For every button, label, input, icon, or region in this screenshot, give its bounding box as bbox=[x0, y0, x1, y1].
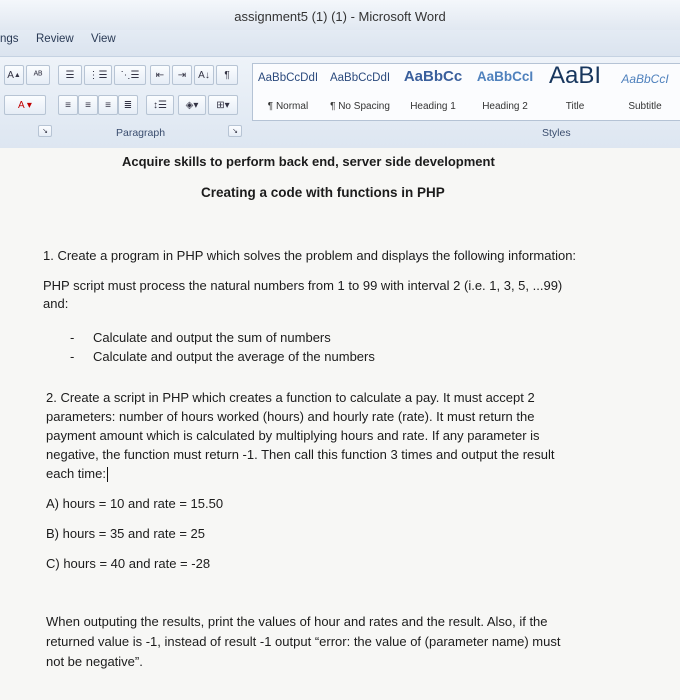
font-size-up-icon[interactable]: A ▲ bbox=[4, 65, 24, 85]
style-preview: AaBbCcDdI bbox=[329, 72, 391, 84]
style-subtitle[interactable] bbox=[609, 64, 680, 120]
q1-bullet-2: Calculate and output the average of the numbers bbox=[93, 349, 375, 364]
styles-gallery bbox=[252, 63, 680, 121]
q1-line-3: and: bbox=[43, 296, 69, 311]
style-preview: AaBbCcI bbox=[476, 69, 534, 84]
align-center-icon[interactable]: ≡ bbox=[78, 95, 98, 115]
q2-case-c: C) hours = 40 and rate = -28 bbox=[46, 556, 211, 571]
show-formatting-marks-button[interactable]: ¶ bbox=[216, 65, 238, 85]
dialog-launcher-icon[interactable]: ↘ bbox=[38, 125, 52, 137]
q1-line-1: 1. Create a program in PHP which solves the problem and displays the following information: bbox=[43, 248, 577, 263]
title-bar bbox=[0, 0, 680, 30]
style-name: Heading 1 bbox=[410, 101, 456, 112]
q2-line-4: negative, the function must return -1. Then call this function 3 times and output the result bbox=[46, 447, 555, 462]
style-heading-1[interactable] bbox=[397, 64, 469, 120]
style-preview: AaBI bbox=[548, 62, 602, 89]
style-name: ¶ Normal bbox=[267, 101, 309, 112]
tab-review[interactable]: Review bbox=[36, 33, 74, 45]
paragraph-launcher-icon[interactable]: ↘ bbox=[228, 125, 242, 137]
style-heading-2[interactable] bbox=[469, 64, 541, 120]
style-name: ¶ No Spacing bbox=[330, 101, 390, 112]
increase-indent-icon[interactable]: ⇥ bbox=[172, 65, 192, 85]
note-line-1: When outputing the results, print the values of hour and rates and the result. Also, if the bbox=[46, 614, 548, 629]
note-line-3: not be negative”. bbox=[46, 654, 143, 669]
q2-line-2: parameters: number of hours worked (hours) and hourly rate (rate). It must return the bbox=[46, 409, 535, 424]
document-subheading: Creating a code with functions in PHP bbox=[201, 185, 445, 200]
justify-icon[interactable]: ≣ bbox=[118, 95, 138, 115]
window-title: assignment5 (1) (1) - Microsoft Word bbox=[234, 9, 446, 24]
ribbon bbox=[0, 56, 680, 150]
style-preview: AaBbCcDdI bbox=[257, 72, 319, 84]
style-normal[interactable] bbox=[253, 64, 323, 120]
decrease-indent-icon[interactable]: ⇤ bbox=[150, 65, 170, 85]
tab-partial-left[interactable]: ngs bbox=[0, 33, 19, 45]
bullet-dash: - bbox=[70, 349, 75, 364]
document-page[interactable] bbox=[0, 148, 680, 700]
borders-icon[interactable]: ⊞▾ bbox=[208, 95, 238, 115]
q2-line-1: 2. Create a script in PHP which creates a function to calculate a pay. It must accept 2 bbox=[46, 390, 535, 405]
q2-line-5-text: each time: bbox=[46, 466, 106, 481]
q2-case-b: B) hours = 35 and rate = 25 bbox=[46, 526, 205, 541]
style-name: Title bbox=[565, 101, 585, 112]
style-title[interactable] bbox=[541, 64, 609, 120]
clear-formatting-icon[interactable]: ᴬᴮ bbox=[26, 65, 50, 85]
style-name: Heading 2 bbox=[482, 101, 528, 112]
sort-icon[interactable]: A↓ bbox=[194, 65, 214, 85]
ribbon-tabs bbox=[0, 30, 680, 56]
style-no-spacing[interactable] bbox=[323, 64, 397, 120]
align-left-icon[interactable]: ≡ bbox=[58, 95, 78, 115]
q2-line-3: payment amount which is calculated by multiplying hours and rate. If any parameter is bbox=[46, 428, 540, 443]
q1-line-2: PHP script must process the natural numbers from 1 to 99 with interval 2 (i.e. 1, 3, 5, ...99) bbox=[43, 278, 563, 293]
q1-bullet-1: Calculate and output the sum of numbers bbox=[93, 330, 331, 345]
style-preview: AaBbCc bbox=[403, 68, 463, 85]
numbering-icon[interactable]: ⋮☰ bbox=[84, 65, 112, 85]
bullets-icon[interactable]: ☰ bbox=[58, 65, 82, 85]
multilevel-list-icon[interactable]: ⋱☰ bbox=[114, 65, 146, 85]
document-heading: Acquire skills to perform back end, server side development bbox=[122, 154, 495, 169]
group-label-paragraph: Paragraph bbox=[116, 127, 166, 139]
line-spacing-icon[interactable]: ↕☰ bbox=[146, 95, 174, 115]
style-preview: AaBbCcI bbox=[621, 72, 669, 86]
align-right-icon[interactable]: ≡ bbox=[98, 95, 118, 115]
note-line-2: returned value is -1, instead of result -1 output “error: the value of (parameter name) must bbox=[46, 634, 561, 649]
group-label-styles: Styles bbox=[542, 127, 571, 139]
font-color-icon[interactable]: A ▾ bbox=[4, 95, 46, 115]
q2-line-5 bbox=[46, 466, 108, 482]
tab-view[interactable]: View bbox=[91, 33, 116, 45]
text-cursor bbox=[107, 467, 108, 482]
q2-case-a: A) hours = 10 and rate = 15.50 bbox=[46, 496, 224, 511]
style-name: Subtitle bbox=[628, 101, 662, 112]
shading-icon[interactable]: ◈▾ bbox=[178, 95, 206, 115]
bullet-dash: - bbox=[70, 330, 75, 345]
